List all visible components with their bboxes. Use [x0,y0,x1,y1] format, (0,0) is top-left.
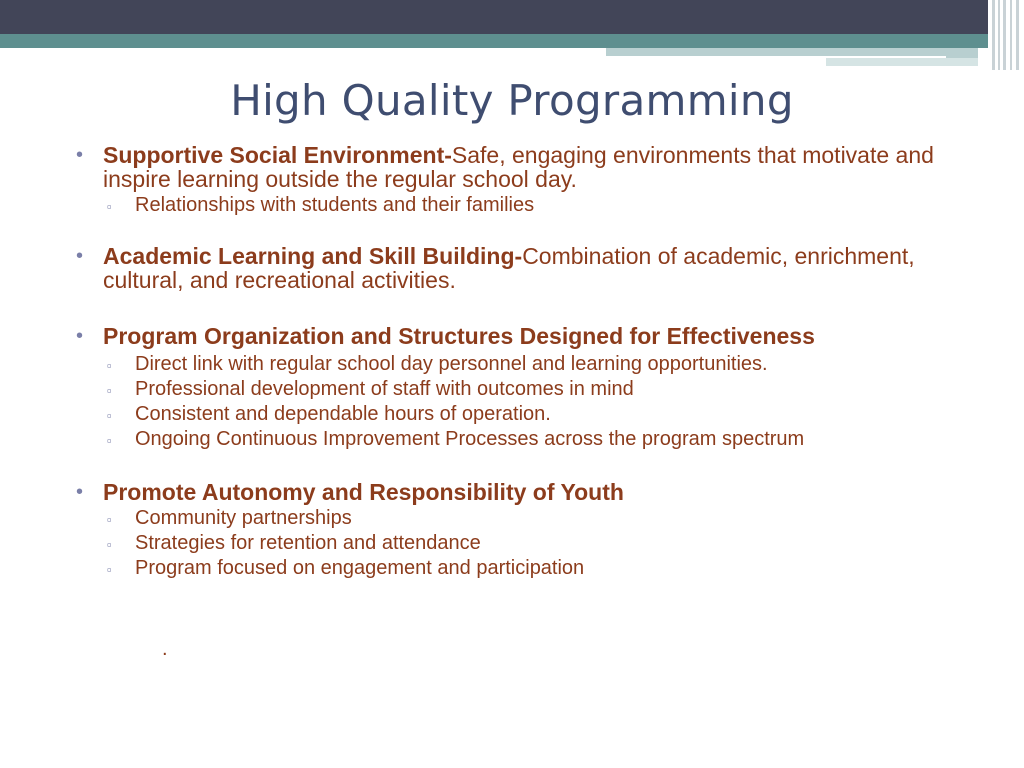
bullet-text: Safe, engaging environments that motivate and inspire learning outside the regular school day. [103,142,934,192]
sub-bullet-text: Direct link with regular school day personnel and learning opportunities. [135,353,768,375]
sub-bullet-icon: ▫ [107,562,112,577]
sub-bullet-text: Strategies for retention and attendance [135,532,481,554]
sub-bullet-text: Ongoing Continuous Improvement Processes across the program spectrum [135,428,805,450]
bullet-heading: Academic Learning and Skill Building- [103,243,523,269]
bullet-item [76,324,976,348]
sub-bullet-text: Consistent and dependable hours of operation. [135,403,551,425]
sub-bullet-text: Relationships with students and their families [135,194,535,216]
sub-bullet-text: Program focused on engagement and participation [135,557,585,579]
sub-bullet-item [76,354,976,375]
sub-bullet-item [76,379,976,400]
sub-bullet-item [76,508,976,529]
bullet-icon: • [76,481,84,503]
teal-band-lighter [826,58,978,66]
sub-bullet-icon: ▫ [107,433,112,448]
sub-bullet-item [76,404,976,425]
sub-bullet-icon: ▫ [107,199,112,214]
bullet-item [76,480,976,504]
sub-bullet-text: Professional development of staff with outcomes in mind [135,378,634,400]
slide-title: High Quality Programming [230,76,794,125]
bullet-heading: Supportive Social Environment- [103,142,452,168]
sub-bullet-icon: ▫ [107,408,112,423]
bullet-heading: Promote Autonomy and Responsibility of Youth [103,479,624,505]
sub-bullet-item [76,429,976,450]
sub-bullet-item [76,558,976,579]
sub-bullet-icon: ▫ [107,358,112,373]
bullet-icon: • [76,325,84,347]
sub-bullet-icon: ▫ [107,383,112,398]
bullet-icon: • [76,245,84,267]
sub-bullet-text: Community partnerships [135,507,352,529]
vertical-stripes-decoration [988,0,1024,70]
top-dark-bar [0,0,1024,34]
sub-bullet-item [76,533,976,554]
sub-bullet-icon: ▫ [107,537,112,552]
teal-band [0,34,1024,48]
bullet-heading: Program Organization and Structures Designed for Effectiveness [103,323,815,349]
sub-bullet-item [76,195,976,216]
white-accent-line [606,56,946,58]
sub-bullet-icon: ▫ [107,512,112,527]
bullet-item [76,244,976,292]
bullet-text: Combination of academic, enrichment, cultural, and recreational activities. [103,243,915,293]
bullet-item [76,143,976,191]
trailing-dot: . [162,638,168,660]
bullet-list [76,140,976,660]
bullet-icon: • [76,144,84,166]
